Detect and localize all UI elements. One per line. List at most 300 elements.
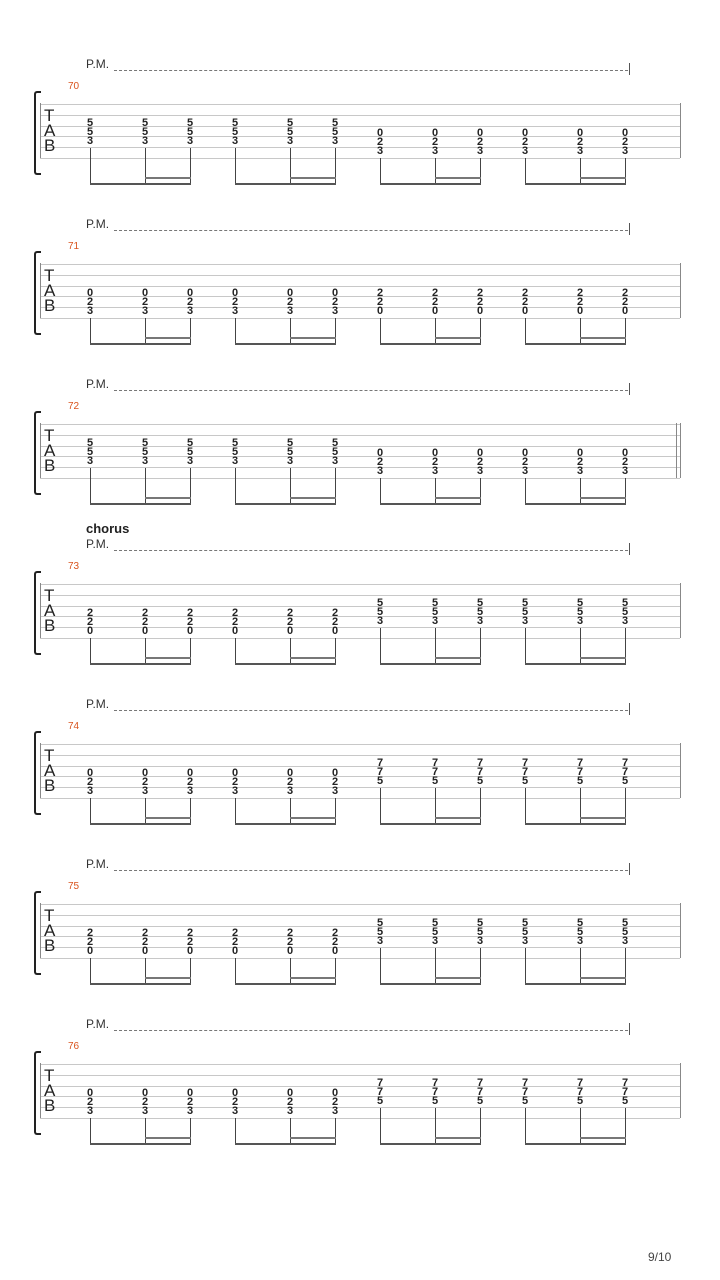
fret-number: 0 xyxy=(141,767,149,780)
note-beam xyxy=(90,183,191,185)
fret-number: 5 xyxy=(286,125,294,138)
fret-number: 2 xyxy=(576,456,584,469)
fret-number: 0 xyxy=(286,767,294,780)
tab-clef-letter: T xyxy=(44,106,55,125)
fret-number: 5 xyxy=(376,1094,384,1107)
string-line xyxy=(40,584,680,585)
note-stem xyxy=(380,318,381,344)
fret-number: 5 xyxy=(476,605,484,618)
fret-number: 0 xyxy=(231,944,239,957)
fret-number: 2 xyxy=(576,287,584,300)
fret-number: 0 xyxy=(376,304,384,317)
note-stem xyxy=(335,638,336,664)
fret-number: 3 xyxy=(86,454,94,467)
fret-number: 7 xyxy=(431,756,439,769)
fret-number: 5 xyxy=(231,436,239,449)
fret-number: 2 xyxy=(86,1096,94,1109)
fret-number: 2 xyxy=(86,296,94,309)
fret-number: 5 xyxy=(576,925,584,938)
note-beam-secondary xyxy=(145,977,191,979)
tab-clef-letter: A xyxy=(44,1081,56,1100)
fret-number: 2 xyxy=(476,287,484,300)
note-stem xyxy=(190,958,191,984)
note-beam xyxy=(90,823,191,825)
string-line xyxy=(40,275,680,276)
fret-number: 5 xyxy=(431,774,439,787)
fret-number: 5 xyxy=(141,125,149,138)
tab-clef-letter: T xyxy=(44,746,55,765)
note-stem xyxy=(580,318,581,344)
fret-number: 5 xyxy=(476,1094,484,1107)
tab-clef-letter: B xyxy=(44,136,56,155)
tab-clef-letter: A xyxy=(44,281,56,300)
note-stem xyxy=(525,318,526,344)
fret-number: 5 xyxy=(431,1094,439,1107)
note-stem xyxy=(235,318,236,344)
fret-number: 3 xyxy=(521,144,529,157)
fret-number: 0 xyxy=(576,447,584,460)
fret-number: 2 xyxy=(86,927,94,940)
note-stem xyxy=(290,318,291,344)
string-line xyxy=(40,1075,680,1076)
bar-line-end xyxy=(680,583,681,638)
note-stem xyxy=(90,148,91,184)
note-beam-secondary xyxy=(145,1137,191,1139)
note-beam-secondary xyxy=(145,817,191,819)
tab-clef-letter: T xyxy=(44,426,55,445)
note-beam xyxy=(525,663,626,665)
fret-number: 2 xyxy=(376,136,384,149)
note-beam-secondary xyxy=(290,497,336,499)
note-beam xyxy=(525,183,626,185)
fret-number: 5 xyxy=(376,916,384,929)
fret-number: 5 xyxy=(331,436,339,449)
palm-mute-end xyxy=(629,863,630,875)
palm-mute-end xyxy=(629,383,630,395)
fret-number: 0 xyxy=(141,287,149,300)
note-beam xyxy=(380,183,481,185)
fret-number: 5 xyxy=(576,1094,584,1107)
fret-number: 7 xyxy=(376,756,384,769)
note-beam-secondary xyxy=(435,1137,481,1139)
staff-system xyxy=(0,377,720,537)
fret-number: 5 xyxy=(141,445,149,458)
note-beam xyxy=(525,983,626,985)
note-stem xyxy=(480,478,481,504)
fret-number: 3 xyxy=(476,464,484,477)
bar-line-end xyxy=(680,1063,681,1118)
note-stem xyxy=(145,318,146,344)
fret-number: 5 xyxy=(621,774,629,787)
fret-number: 2 xyxy=(286,776,294,789)
fret-number: 2 xyxy=(231,1096,239,1109)
fret-number: 7 xyxy=(521,756,529,769)
note-stem xyxy=(525,948,526,984)
note-beam-secondary xyxy=(290,177,336,179)
note-beam-secondary xyxy=(290,1137,336,1139)
note-stem xyxy=(145,1118,146,1144)
measure-number: 71 xyxy=(68,241,80,252)
fret-number: 2 xyxy=(141,616,149,629)
note-beam-secondary xyxy=(145,177,191,179)
page-number: 9/10 xyxy=(648,1250,672,1264)
string-line xyxy=(40,904,680,905)
fret-number: 2 xyxy=(331,927,339,940)
palm-mute-label: P.M. xyxy=(86,217,110,231)
string-line xyxy=(40,638,680,639)
fret-number: 0 xyxy=(86,1087,94,1100)
fret-number: 5 xyxy=(86,116,94,129)
fret-number: 2 xyxy=(621,287,629,300)
note-beam xyxy=(380,343,481,345)
note-beam xyxy=(525,1143,626,1145)
note-stem xyxy=(380,788,381,824)
fret-number: 5 xyxy=(186,445,194,458)
note-beam xyxy=(90,983,191,985)
note-stem xyxy=(190,798,191,824)
fret-number: 2 xyxy=(141,936,149,949)
fret-number: 2 xyxy=(231,616,239,629)
fret-number: 5 xyxy=(431,916,439,929)
note-beam-secondary xyxy=(145,497,191,499)
fret-number: 3 xyxy=(231,134,239,147)
fret-number: 2 xyxy=(231,927,239,940)
fret-number: 7 xyxy=(431,1085,439,1098)
fret-number: 0 xyxy=(331,1087,339,1100)
string-line xyxy=(40,595,680,596)
note-beam xyxy=(235,663,336,665)
tab-clef-letter: B xyxy=(44,296,56,315)
measure-number: 70 xyxy=(68,81,80,92)
note-beam xyxy=(380,823,481,825)
note-stem xyxy=(625,318,626,344)
fret-number: 7 xyxy=(621,1085,629,1098)
fret-number: 0 xyxy=(186,767,194,780)
bar-line-end xyxy=(680,423,681,478)
bar-line-start xyxy=(40,103,41,158)
fret-number: 5 xyxy=(186,116,194,129)
fret-number: 2 xyxy=(286,616,294,629)
fret-number: 5 xyxy=(231,125,239,138)
fret-number: 5 xyxy=(86,445,94,458)
fret-number: 3 xyxy=(376,144,384,157)
note-beam xyxy=(235,1143,336,1145)
fret-number: 3 xyxy=(286,134,294,147)
note-stem xyxy=(235,468,236,504)
fret-number: 5 xyxy=(331,125,339,138)
note-beam xyxy=(380,663,481,665)
fret-number: 2 xyxy=(431,456,439,469)
string-line xyxy=(40,915,680,916)
note-stem xyxy=(380,1108,381,1144)
note-stem xyxy=(290,958,291,984)
palm-mute-line xyxy=(114,1030,628,1031)
tab-clef-letter: T xyxy=(44,586,55,605)
fret-number: 2 xyxy=(231,936,239,949)
note-stem xyxy=(335,958,336,984)
tab-clef-letter: A xyxy=(44,921,56,940)
bar-line-start xyxy=(40,1063,41,1118)
fret-number: 2 xyxy=(141,296,149,309)
note-stem xyxy=(435,158,436,184)
tab-clef-letter: T xyxy=(44,906,55,925)
fret-number: 0 xyxy=(521,127,529,140)
fret-number: 5 xyxy=(431,925,439,938)
note-beam-secondary xyxy=(290,657,336,659)
fret-number: 2 xyxy=(86,607,94,620)
note-stem xyxy=(145,638,146,664)
fret-number: 0 xyxy=(331,944,339,957)
note-stem xyxy=(525,788,526,824)
fret-number: 5 xyxy=(186,436,194,449)
fret-number: 3 xyxy=(331,1104,339,1117)
string-line xyxy=(40,264,680,265)
fret-number: 0 xyxy=(576,127,584,140)
note-stem xyxy=(90,468,91,504)
note-stem xyxy=(625,478,626,504)
fret-number: 5 xyxy=(521,1094,529,1107)
note-stem xyxy=(380,948,381,984)
palm-mute-label: P.M. xyxy=(86,377,110,391)
string-line xyxy=(40,787,680,788)
fret-number: 5 xyxy=(286,445,294,458)
note-beam-secondary xyxy=(435,817,481,819)
measure-number: 74 xyxy=(68,721,80,732)
fret-number: 2 xyxy=(286,296,294,309)
string-line xyxy=(40,1107,680,1108)
fret-number: 5 xyxy=(476,774,484,787)
fret-number: 2 xyxy=(86,776,94,789)
string-line xyxy=(40,286,680,287)
fret-number: 0 xyxy=(286,1087,294,1100)
fret-number: 5 xyxy=(521,916,529,929)
note-beam xyxy=(380,983,481,985)
fret-number: 2 xyxy=(621,136,629,149)
note-stem xyxy=(190,1118,191,1144)
note-stem xyxy=(145,798,146,824)
fret-number: 3 xyxy=(141,454,149,467)
fret-number: 5 xyxy=(331,445,339,458)
fret-number: 0 xyxy=(186,287,194,300)
fret-number: 3 xyxy=(331,784,339,797)
fret-number: 3 xyxy=(621,464,629,477)
fret-number: 3 xyxy=(186,1104,194,1117)
tab-clef-letter: A xyxy=(44,601,56,620)
fret-number: 5 xyxy=(376,605,384,618)
fret-number: 2 xyxy=(521,136,529,149)
bar-line-start xyxy=(40,903,41,958)
note-beam xyxy=(525,503,626,505)
fret-number: 5 xyxy=(476,596,484,609)
tab-clef-letter: A xyxy=(44,121,56,140)
fret-number: 3 xyxy=(286,454,294,467)
fret-number: 7 xyxy=(621,756,629,769)
fret-number: 0 xyxy=(621,127,629,140)
fret-number: 3 xyxy=(621,614,629,627)
fret-number: 2 xyxy=(576,136,584,149)
note-beam-secondary xyxy=(580,657,626,659)
fret-number: 2 xyxy=(186,616,194,629)
note-stem xyxy=(335,1118,336,1144)
palm-mute-line xyxy=(114,230,628,231)
fret-number: 3 xyxy=(141,1104,149,1117)
fret-number: 3 xyxy=(621,934,629,947)
fret-number: 7 xyxy=(476,765,484,778)
bar-line-end xyxy=(680,263,681,318)
fret-number: 3 xyxy=(86,1104,94,1117)
note-beam-secondary xyxy=(145,657,191,659)
fret-number: 3 xyxy=(286,784,294,797)
note-stem xyxy=(290,638,291,664)
fret-number: 5 xyxy=(231,116,239,129)
fret-number: 5 xyxy=(86,436,94,449)
note-stem xyxy=(580,478,581,504)
note-stem xyxy=(90,318,91,344)
fret-number: 0 xyxy=(141,1087,149,1100)
fret-number: 7 xyxy=(521,1076,529,1089)
fret-number: 0 xyxy=(186,1087,194,1100)
fret-number: 5 xyxy=(376,774,384,787)
measure-number: 75 xyxy=(68,881,80,892)
palm-mute-end xyxy=(629,223,630,235)
note-stem xyxy=(290,1118,291,1144)
fret-number: 0 xyxy=(86,944,94,957)
fret-number: 0 xyxy=(231,287,239,300)
measure-number: 76 xyxy=(68,1041,80,1052)
staff-system xyxy=(0,697,720,857)
fret-number: 3 xyxy=(521,614,529,627)
string-line xyxy=(40,478,680,479)
fret-number: 2 xyxy=(331,607,339,620)
tab-clef-letter: B xyxy=(44,456,56,475)
note-stem xyxy=(90,798,91,824)
fret-number: 2 xyxy=(86,616,94,629)
fret-number: 3 xyxy=(376,934,384,947)
fret-number: 2 xyxy=(476,136,484,149)
measure-number: 72 xyxy=(68,401,80,412)
fret-number: 2 xyxy=(141,1096,149,1109)
fret-number: 5 xyxy=(141,436,149,449)
note-beam-secondary xyxy=(580,817,626,819)
fret-number: 7 xyxy=(576,1076,584,1089)
fret-number: 0 xyxy=(431,447,439,460)
fret-number: 7 xyxy=(576,1085,584,1098)
fret-number: 5 xyxy=(576,596,584,609)
fret-number: 0 xyxy=(476,127,484,140)
fret-number: 0 xyxy=(186,624,194,637)
note-beam xyxy=(235,503,336,505)
fret-number: 5 xyxy=(186,125,194,138)
note-beam xyxy=(235,183,336,185)
fret-number: 2 xyxy=(331,1096,339,1109)
string-line xyxy=(40,126,680,127)
fret-number: 2 xyxy=(286,607,294,620)
note-stem xyxy=(235,638,236,664)
fret-number: 0 xyxy=(141,944,149,957)
fret-number: 7 xyxy=(431,765,439,778)
tab-clef-letter: T xyxy=(44,266,55,285)
fret-number: 5 xyxy=(521,605,529,618)
string-line xyxy=(40,627,680,628)
fret-number: 2 xyxy=(286,936,294,949)
staff-system xyxy=(0,857,720,1017)
palm-mute-label: P.M. xyxy=(86,697,110,711)
note-beam-secondary xyxy=(145,337,191,339)
fret-number: 3 xyxy=(476,144,484,157)
note-stem xyxy=(435,318,436,344)
palm-mute-end xyxy=(629,63,630,75)
fret-number: 7 xyxy=(476,756,484,769)
note-stem xyxy=(335,318,336,344)
fret-number: 0 xyxy=(141,624,149,637)
fret-number: 0 xyxy=(231,767,239,780)
fret-number: 5 xyxy=(621,596,629,609)
fret-number: 3 xyxy=(331,304,339,317)
note-stem xyxy=(380,628,381,664)
fret-number: 2 xyxy=(141,927,149,940)
note-beam-secondary xyxy=(580,977,626,979)
fret-number: 2 xyxy=(331,776,339,789)
fret-number: 3 xyxy=(231,784,239,797)
fret-number: 7 xyxy=(376,765,384,778)
fret-number: 3 xyxy=(576,464,584,477)
fret-number: 3 xyxy=(431,934,439,947)
string-line xyxy=(40,755,680,756)
note-stem xyxy=(235,798,236,824)
bar-line-end xyxy=(680,903,681,958)
fret-number: 3 xyxy=(621,144,629,157)
palm-mute-label: P.M. xyxy=(86,857,110,871)
note-beam-secondary xyxy=(290,977,336,979)
fret-number: 2 xyxy=(231,776,239,789)
string-line xyxy=(40,1064,680,1065)
fret-number: 2 xyxy=(521,287,529,300)
double-bar-line xyxy=(676,423,677,478)
fret-number: 5 xyxy=(621,605,629,618)
fret-number: 2 xyxy=(231,607,239,620)
fret-number: 2 xyxy=(286,1096,294,1109)
fret-number: 0 xyxy=(186,944,194,957)
palm-mute-end xyxy=(629,703,630,715)
note-beam xyxy=(90,503,191,505)
fret-number: 7 xyxy=(576,756,584,769)
fret-number: 3 xyxy=(231,304,239,317)
fret-number: 5 xyxy=(231,445,239,458)
fret-number: 7 xyxy=(576,765,584,778)
fret-number: 3 xyxy=(186,454,194,467)
fret-number: 2 xyxy=(376,287,384,300)
palm-mute-line xyxy=(114,870,628,871)
fret-number: 2 xyxy=(476,296,484,309)
palm-mute-line xyxy=(114,550,628,551)
fret-number: 0 xyxy=(286,287,294,300)
fret-number: 5 xyxy=(431,596,439,609)
section-label: chorus xyxy=(86,521,130,536)
fret-number: 0 xyxy=(86,767,94,780)
fret-number: 0 xyxy=(521,304,529,317)
fret-number: 2 xyxy=(376,296,384,309)
fret-number: 3 xyxy=(476,614,484,627)
fret-number: 5 xyxy=(476,916,484,929)
fret-number: 5 xyxy=(286,116,294,129)
note-stem xyxy=(235,958,236,984)
fret-number: 3 xyxy=(576,614,584,627)
fret-number: 7 xyxy=(621,1076,629,1089)
fret-number: 2 xyxy=(621,456,629,469)
string-line xyxy=(40,115,680,116)
note-stem xyxy=(480,158,481,184)
fret-number: 0 xyxy=(476,447,484,460)
